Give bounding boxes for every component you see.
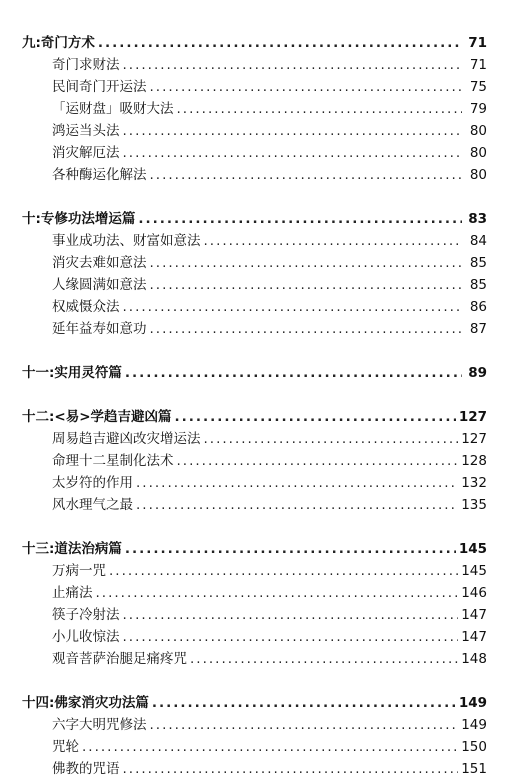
entry-title: 延年益寿如意功 bbox=[52, 321, 147, 337]
page-number: 146 bbox=[461, 585, 487, 601]
dot-leader bbox=[177, 450, 459, 472]
dot-leader bbox=[138, 208, 462, 230]
entry-title: 太岁符的作用 bbox=[52, 475, 133, 491]
toc-section bbox=[22, 538, 487, 670]
dot-leader bbox=[175, 406, 456, 428]
dot-leader bbox=[123, 120, 463, 142]
toc-entry bbox=[22, 142, 487, 164]
entry-title: 六字大明咒修法 bbox=[52, 717, 147, 733]
page-number: 83 bbox=[468, 211, 487, 227]
toc-entry bbox=[22, 472, 487, 494]
toc-entry bbox=[22, 582, 487, 604]
page-number: 71 bbox=[469, 57, 487, 73]
dot-leader bbox=[125, 362, 462, 384]
toc-entry bbox=[22, 560, 487, 582]
dot-leader bbox=[204, 230, 463, 252]
entry-title: 万病一咒 bbox=[52, 563, 106, 579]
entry-title: 命理十二星制化法术 bbox=[52, 453, 174, 469]
dot-leader bbox=[96, 582, 459, 604]
entry-title: 周易趋吉避凶改灾增运法 bbox=[52, 431, 201, 447]
section-title: 十:专修功法增运篇 bbox=[22, 211, 136, 227]
dot-leader bbox=[123, 296, 463, 318]
dot-leader bbox=[150, 274, 463, 296]
page-number: 71 bbox=[468, 35, 487, 51]
page-number: 86 bbox=[469, 299, 487, 315]
toc-entry bbox=[22, 274, 487, 296]
page-number: 80 bbox=[469, 123, 487, 139]
entry-title: 「运财盘」吸财大法 bbox=[52, 101, 174, 117]
toc-heading bbox=[22, 406, 487, 428]
toc-section bbox=[22, 362, 487, 384]
toc-entry bbox=[22, 428, 487, 450]
dot-leader bbox=[123, 142, 463, 164]
entry-title: 民间奇门开运法 bbox=[52, 79, 147, 95]
page-number: 80 bbox=[469, 167, 487, 183]
toc-entry bbox=[22, 604, 487, 626]
page-number: 145 bbox=[461, 563, 487, 579]
page-number: 147 bbox=[461, 629, 487, 645]
entry-title: 消灾去难如意法 bbox=[52, 255, 147, 271]
dot-leader bbox=[125, 538, 456, 560]
toc-entry bbox=[22, 54, 487, 76]
dot-leader bbox=[136, 472, 458, 494]
toc-section bbox=[22, 208, 487, 340]
dot-leader bbox=[98, 32, 462, 54]
toc-section bbox=[22, 692, 487, 780]
toc-heading bbox=[22, 692, 487, 714]
page-number: 132 bbox=[461, 475, 487, 491]
page-number: 127 bbox=[461, 431, 487, 447]
dot-leader bbox=[190, 648, 458, 670]
entry-title: 奇门求财法 bbox=[52, 57, 120, 73]
toc-section bbox=[22, 406, 487, 516]
entry-title: 消灾解厄法 bbox=[52, 145, 120, 161]
toc-entry bbox=[22, 252, 487, 274]
entry-title: 咒轮 bbox=[52, 739, 79, 755]
section-title: 九:奇门方术 bbox=[22, 35, 95, 51]
dot-leader bbox=[136, 494, 458, 516]
entry-title: 风水理气之最 bbox=[52, 497, 133, 513]
section-title: 十一:实用灵符篇 bbox=[22, 365, 122, 381]
dot-leader bbox=[150, 318, 463, 340]
toc-entry bbox=[22, 736, 487, 758]
page-number: 147 bbox=[461, 607, 487, 623]
entry-title: 各种酶运化解法 bbox=[52, 167, 147, 183]
toc-entry bbox=[22, 296, 487, 318]
dot-leader bbox=[109, 560, 458, 582]
entry-title: 鸿运当头法 bbox=[52, 123, 120, 139]
toc-entry bbox=[22, 318, 487, 340]
page-number: 151 bbox=[461, 761, 487, 777]
toc-section bbox=[22, 32, 487, 186]
dot-leader bbox=[123, 626, 459, 648]
section-title: 十三:道法治病篇 bbox=[22, 541, 122, 557]
toc-entry bbox=[22, 648, 487, 670]
toc-entry bbox=[22, 758, 487, 780]
toc-entry bbox=[22, 120, 487, 142]
page-number: 79 bbox=[469, 101, 487, 117]
page-number: 87 bbox=[469, 321, 487, 337]
dot-leader bbox=[123, 54, 463, 76]
dot-leader bbox=[150, 714, 459, 736]
dot-leader bbox=[204, 428, 459, 450]
page-number: 149 bbox=[458, 695, 487, 711]
page-number: 84 bbox=[469, 233, 487, 249]
entry-title: 观音菩萨治腿足痛疼咒 bbox=[52, 651, 187, 667]
toc-heading bbox=[22, 362, 487, 384]
page-number: 148 bbox=[461, 651, 487, 667]
dot-leader bbox=[177, 98, 463, 120]
dot-leader bbox=[150, 164, 463, 186]
toc-entry bbox=[22, 76, 487, 98]
page-number: 149 bbox=[461, 717, 487, 733]
page-number: 80 bbox=[469, 145, 487, 161]
entry-title: 小儿收惊法 bbox=[52, 629, 120, 645]
page-number: 75 bbox=[469, 79, 487, 95]
dot-leader bbox=[123, 604, 459, 626]
section-title: 十二:<易>学趋吉避凶篇 bbox=[22, 409, 172, 425]
toc-heading bbox=[22, 208, 487, 230]
toc-entry bbox=[22, 626, 487, 648]
page-number: 89 bbox=[468, 365, 487, 381]
toc-entry bbox=[22, 98, 487, 120]
toc-entry bbox=[22, 230, 487, 252]
page-number: 128 bbox=[461, 453, 487, 469]
page-number: 85 bbox=[469, 255, 487, 271]
dot-leader bbox=[150, 76, 463, 98]
entry-title: 事业成功法、财富如意法 bbox=[52, 233, 201, 249]
toc-entry bbox=[22, 714, 487, 736]
dot-leader bbox=[82, 736, 458, 758]
toc-entry bbox=[22, 164, 487, 186]
toc-entry bbox=[22, 494, 487, 516]
page-number: 85 bbox=[469, 277, 487, 293]
page-number: 145 bbox=[458, 541, 487, 557]
entry-title: 权威慑众法 bbox=[52, 299, 120, 315]
dot-leader bbox=[150, 252, 463, 274]
dot-leader bbox=[123, 758, 459, 780]
entry-title: 筷子冷射法 bbox=[52, 607, 120, 623]
entry-title: 佛教的咒语 bbox=[52, 761, 120, 777]
dot-leader bbox=[152, 692, 456, 714]
entry-title: 人缘圆满如意法 bbox=[52, 277, 147, 293]
page-number: 127 bbox=[458, 409, 487, 425]
toc-heading bbox=[22, 538, 487, 560]
page-number: 150 bbox=[461, 739, 487, 755]
page-number: 135 bbox=[461, 497, 487, 513]
toc-entry bbox=[22, 450, 487, 472]
entry-title: 止痛法 bbox=[52, 585, 93, 601]
section-title: 十四:佛家消灾功法篇 bbox=[22, 695, 149, 711]
toc-heading bbox=[22, 32, 487, 54]
